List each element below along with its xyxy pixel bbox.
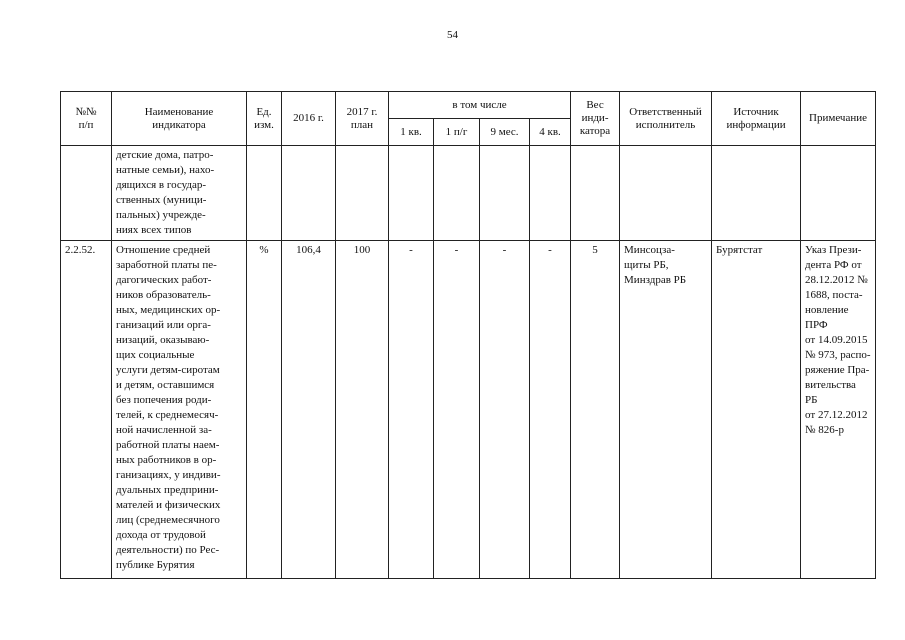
- table-row-continuation: [61, 146, 876, 241]
- cell-q1: -: [389, 241, 434, 579]
- page-number: 54: [447, 29, 458, 41]
- cell-unit: [247, 146, 282, 241]
- header-2017-plan: 2017 г. план: [336, 92, 389, 146]
- cell-source: [712, 146, 801, 241]
- header-q1: 1 кв.: [389, 119, 434, 146]
- header-num: №№ п/п: [61, 92, 112, 146]
- cell-2016: 106,4: [282, 241, 336, 579]
- cell-2017: 100: [336, 241, 389, 579]
- header-h1: 1 п/г: [434, 119, 480, 146]
- cell-9m: [480, 146, 530, 241]
- cell-note: [801, 146, 876, 241]
- cell-q4: -: [530, 241, 571, 579]
- cell-2017: [336, 146, 389, 241]
- header-q4: 4 кв.: [530, 119, 571, 146]
- header-note: Примечание: [801, 92, 876, 146]
- header-name: Наименование индикатора: [112, 92, 247, 146]
- table-row: [61, 241, 876, 579]
- header-unit: Ед. изм.: [247, 92, 282, 146]
- table-header-row: [61, 92, 876, 119]
- cell-name: Отношение средней заработной платы пе- дагогических работ- ников образователь- ных, медицинских ор- ганизаций или орга- низаций, оказываю- щих социальные услуги детям-сиротам и детям, оставшимся без попечения роди- телей, к среднемесяч- ной начисленной за- работной платы наем- ных работников в ор- ганизациях, у индиви- дуальных предприни- мателей и физических лиц (среднемесячного дохода от трудовой деятельности) по Рес- публике Бурятия: [112, 241, 247, 579]
- cell-unit: %: [247, 241, 282, 579]
- cell-9m: -: [480, 241, 530, 579]
- cell-responsible: Минсоцза- щиты РБ, Минздрав РБ: [620, 241, 712, 579]
- header-responsible: Ответственный исполнитель: [620, 92, 712, 146]
- cell-h1: [434, 146, 480, 241]
- header-2016: 2016 г.: [282, 92, 336, 146]
- cell-num: 2.2.52.: [61, 241, 112, 579]
- cell-note: Указ Прези- дента РФ от 28.12.2012 № 1688, поста- новление ПРФ от 14.09.2015 № 973, распо- ряжение Пра- вительства РБ от 27.12.2012 № 826-р: [801, 241, 876, 579]
- header-9m: 9 мес.: [480, 119, 530, 146]
- cell-weight: 5: [571, 241, 620, 579]
- cell-weight: [571, 146, 620, 241]
- header-source: Источник информации: [712, 92, 801, 146]
- cell-2016: [282, 146, 336, 241]
- indicators-table: [60, 91, 876, 579]
- cell-q4: [530, 146, 571, 241]
- cell-name: детские дома, патро- натные семьи), нахо- дящихся в государ- ственных (муници- пальных) учрежде- ниях всех типов: [112, 146, 247, 241]
- cell-responsible: [620, 146, 712, 241]
- header-including: в том числе: [389, 92, 571, 119]
- cell-h1: -: [434, 241, 480, 579]
- cell-q1: [389, 146, 434, 241]
- cell-num: [61, 146, 112, 241]
- cell-source: Бурятстат: [712, 241, 801, 579]
- header-weight: Вес инди- катора: [571, 92, 620, 146]
